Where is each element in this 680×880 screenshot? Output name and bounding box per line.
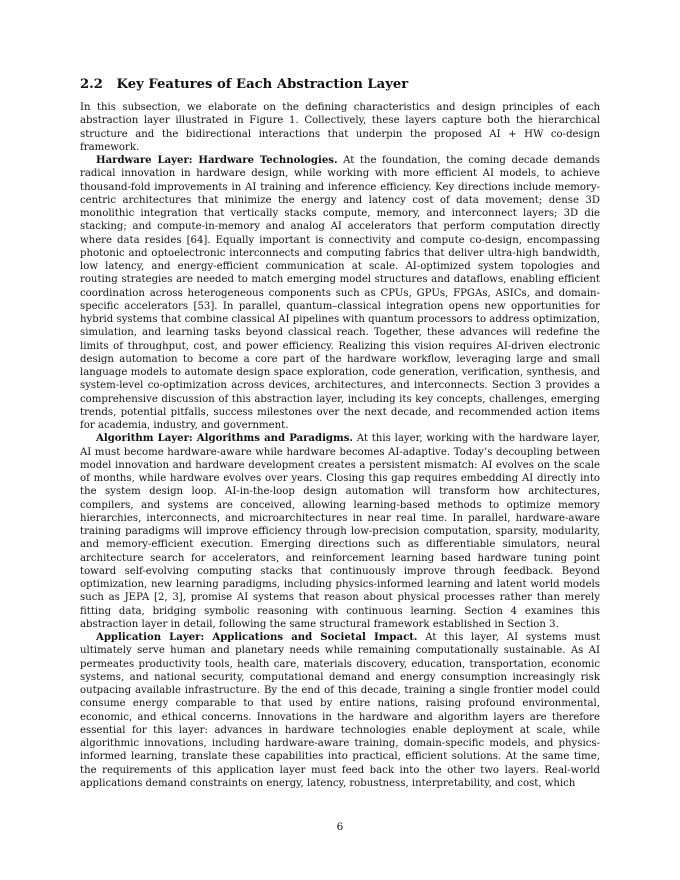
hardware-layer-text: At the foundation, the coming decade demands radical innovation in hardware design, while working with more efficient AI models, to achieve thousand-fold improvements in AI training and inference efficiency. Key directions include memory-centric architectures that minimize the energy and latency cost of data movement; dense 3D monolithic integration that vertically stacks compute, memory, and interconnect layers; 3D die stacking; and compute-in-memory and analog AI accelerators that perform computation directly where data resides [64]. Equally important is connectivity and compute co-design, encompassing photonic and optoelectronic interconnects and computing fabrics that deliver ultra-high bandwidth, low latency, and energy-efficient communication at scale. AI-optimized system topologies and routing strategies are needed to match emerging model structures and dataflows, enabling efficient coordination across heterogeneous components such as CPUs, GPUs, FPGAs, ASICs, and domain-specific accelerators [53]. In parallel, quantum–classical integration opens new opportunities for hybrid systems that combine classical AI pipelines with quantum processors to address optimization, simulation, and learning tasks beyond classical reach. Together, these advances will redefine the limits of throughput, cost, and power efficiency. Realizing this vision requires AI-driven electronic design automation to become a core part of the hardware workflow, leveraging large and small language models to automate design space exploration, code generation, verification, synthesis, and system-level co-optimization across devices, architectures, and interconnects. Section 3 provides a comprehensive discussion of this abstraction layer, including its key concepts, challenges, emerging trends, potential pitfalls, success milestones over the next decade, and recommended action items for academia, industry, and government. — [80, 155, 600, 431]
application-layer-paragraph — [80, 631, 600, 790]
body-text — [80, 101, 600, 790]
algorithm-layer-paragraph — [80, 432, 600, 631]
section-heading — [80, 76, 600, 94]
intro-paragraph: In this subsection, we elaborate on the defining characteristics and design principles of each abstraction layer illustrated in Figure 1. Collectively, these layers capture both the hierarchical structure and the bidirectional interactions that underpin the proposed AI + HW co-design framework. — [80, 102, 600, 153]
application-layer-lead: Application Layer: Applications and Societal Impact. — [96, 631, 418, 643]
application-layer-text: At this layer, AI systems must ultimately serve human and planetary needs while remaining computationally sustainable. As AI permeates productivity tools, health care, materials discovery, education, transportation, economic systems, and national security, computational demand and energy consumption increasingly risk outpacing available infrastructure. By the end of this decade, training a single frontier model could consume energy comparable to that used by entire nations, raising profound environmental, economic, and ethical concerns. Innovations in the hardware and algorithm layers are therefore essential for this layer: advances in hardware technologies enable deployment at scale, while algorithmic innovations, including hardware-aware training, domain-specific models, and physics-informed learning, translate these capabilities into practical, efficient solutions. At the same time, the requirements of this application layer must feed back into the other two layers. Real-world applications demand constraints on energy, latency, robustness, interpretability, and cost, which — [80, 632, 601, 789]
page-number: 6 — [336, 821, 344, 833]
hardware-layer-lead: Hardware Layer: Hardware Technologies. — [96, 154, 338, 166]
algorithm-layer-lead: Algorithm Layer: Algorithms and Paradigms. — [96, 432, 353, 445]
section-number: 2.2 — [80, 77, 103, 92]
hardware-layer-paragraph — [80, 154, 600, 432]
algorithm-layer-text: At this layer, working with the hardware layer, AI must become hardware-aware while hardware becomes AI-adaptive. Today’s decoupling between model innovation and hardware development creates a persistent mismatch: AI evolves on the scale of months, while hardware evolves over years. Closing this gap requires embedding AI directly into the system design loop. AI-in-the-loop design automation will transform how architectures, compilers, and systems are conceived, allowing learning-based methods to optimize memory hierarchies, interconnects, and microarchitectures in near real time. In parallel, hardware-aware training paradigms will improve efficiency through low-precision computation, sparsity, modularity, and memory-efficient execution. Emerging directions such as differentiable simulators, neural architecture search for accelerators, and reinforcement learning based hardware tuning point toward self-evolving computing stacks that continuously improve through feedback. Beyond optimization, new learning paradigms, including physics-informed learning and latent world models such as JEPA [2, 3], promise AI systems that reason about physical processes rather than merely fitting data, bridging symbolic reasoning with continuous learning. Section 4 examines this abstraction layer in detail, following the same structural framework established in Section 3. — [80, 433, 600, 630]
section-title: Key Features of Each Abstraction Layer — [116, 77, 409, 92]
